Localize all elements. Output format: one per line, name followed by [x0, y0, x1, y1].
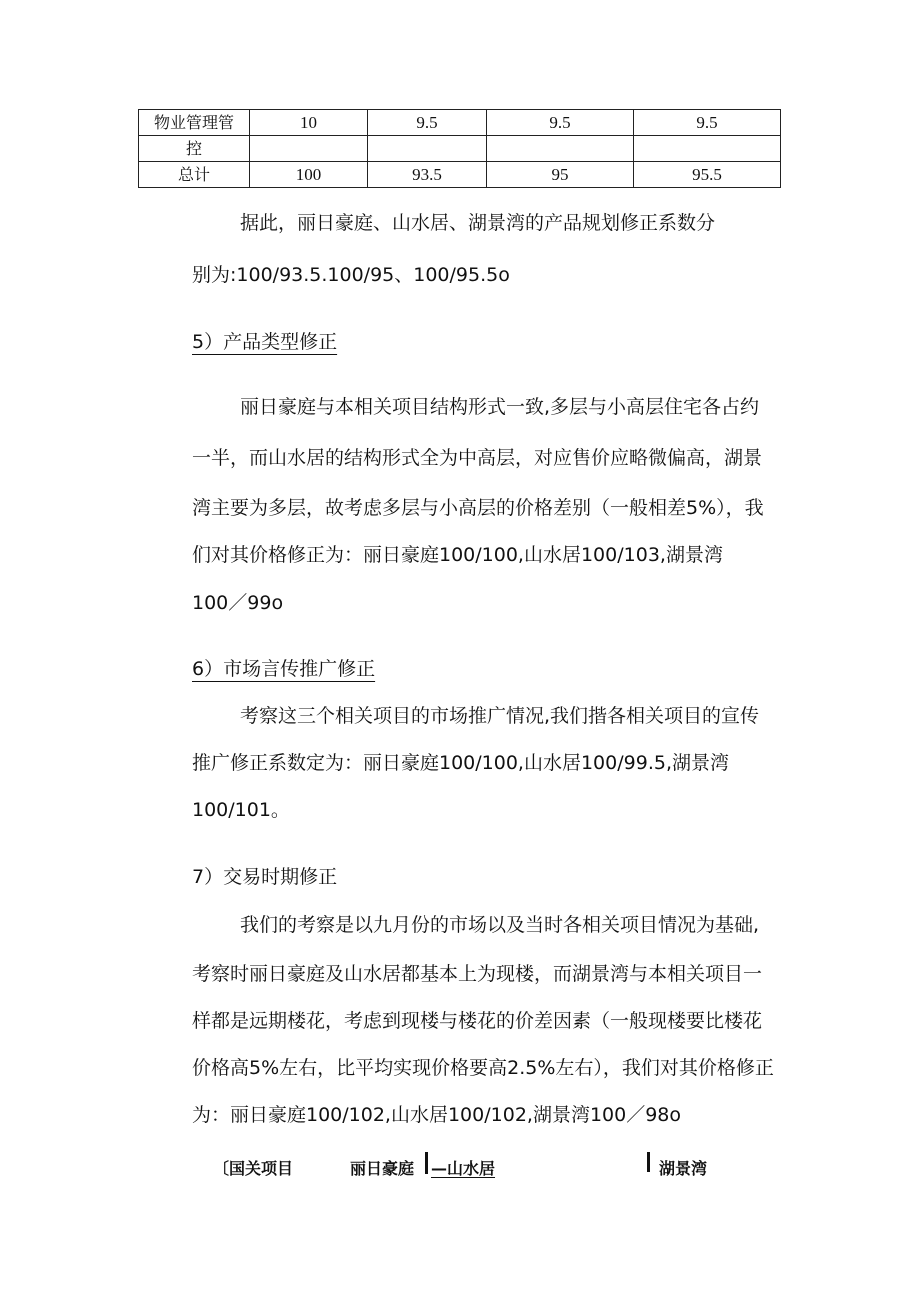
table-cell: 95	[487, 162, 634, 188]
section7-line: 价格高5%左右，比平均实现价格要高2.5%左右），我们对其价格修正	[192, 1057, 774, 1079]
section7-line: 样都是远期楼花，考虑到现楼与楼花的价差因素（一般现楼要比楼花	[192, 1010, 763, 1032]
section6-heading: 6）市场言传推广修正	[192, 658, 376, 680]
table-cell	[368, 136, 487, 162]
table-cell	[634, 136, 781, 162]
section5-line: 丽日豪庭与本相关项目结构形式一致,多层与小高层住宅各占约	[240, 396, 760, 418]
header-col-project: 〔国关项目	[213, 1159, 294, 1178]
row-label: 控	[139, 136, 250, 162]
table-cell: 93.5	[368, 162, 487, 188]
section7-line: 我们的考察是以九月份的市场以及当时各相关项目情况为基础,	[240, 914, 760, 936]
section6-line: 考察这三个相关项目的市场推广情况,我们揩各相关项目的宣传	[240, 705, 760, 727]
correction-table	[138, 109, 781, 188]
section5-line: 一半，而山水居的结构形式全为中高层，对应售价应略微偏高，湖景	[192, 447, 763, 469]
table-cell: 100	[250, 162, 368, 188]
section5-line: 湾主要为多层，故考虑多层与小高层的价格差别（一般相差5%），我	[192, 497, 764, 519]
table-row	[139, 162, 781, 188]
table-cell: 95.5	[634, 162, 781, 188]
table-row	[139, 110, 781, 136]
table-row	[139, 136, 781, 162]
section7-heading: 7）交易时期修正	[192, 866, 338, 888]
section6-line: 100/101。	[192, 799, 290, 821]
header-col-lirihaoting: 丽日豪庭	[350, 1159, 415, 1178]
section7-line: 考察时丽日豪庭及山水居都基本上为现楼，而湖景湾与本相关项目一	[192, 963, 763, 985]
table-cell: 10	[250, 110, 368, 136]
section5-heading: 5）产品类型修正	[192, 331, 338, 353]
header-col-shanshuiju: —山水居	[431, 1159, 496, 1178]
summary-line-1: 据此，丽日豪庭、山水居、湖景湾的产品规划修正系数分	[240, 212, 716, 234]
section5-line: 们对其价格修正为：丽日豪庭100/100,山水居100/103,湖景湾	[192, 544, 723, 566]
bottom-table-header	[0, 1152, 920, 1182]
row-label: 总计	[139, 162, 250, 188]
table-cell: 9.5	[634, 110, 781, 136]
header-col-hujingwan: 湖景湾	[659, 1159, 708, 1178]
section5-line: 100／99o	[192, 592, 284, 614]
divider	[425, 1152, 428, 1174]
section7-line: 为：丽日豪庭100/102,山水居100/102,湖景湾100／98o	[192, 1104, 682, 1126]
divider	[647, 1152, 650, 1172]
table-cell	[250, 136, 368, 162]
table-cell: 9.5	[368, 110, 487, 136]
section6-line: 推广修正系数定为：丽日豪庭100/100,山水居100/99.5,湖景湾	[192, 752, 729, 774]
table-cell	[487, 136, 634, 162]
table-cell: 9.5	[487, 110, 634, 136]
summary-line-2: 别为:100/93.5.100/95、100/95.5o	[192, 264, 510, 286]
row-label: 物业管理管	[139, 110, 250, 136]
